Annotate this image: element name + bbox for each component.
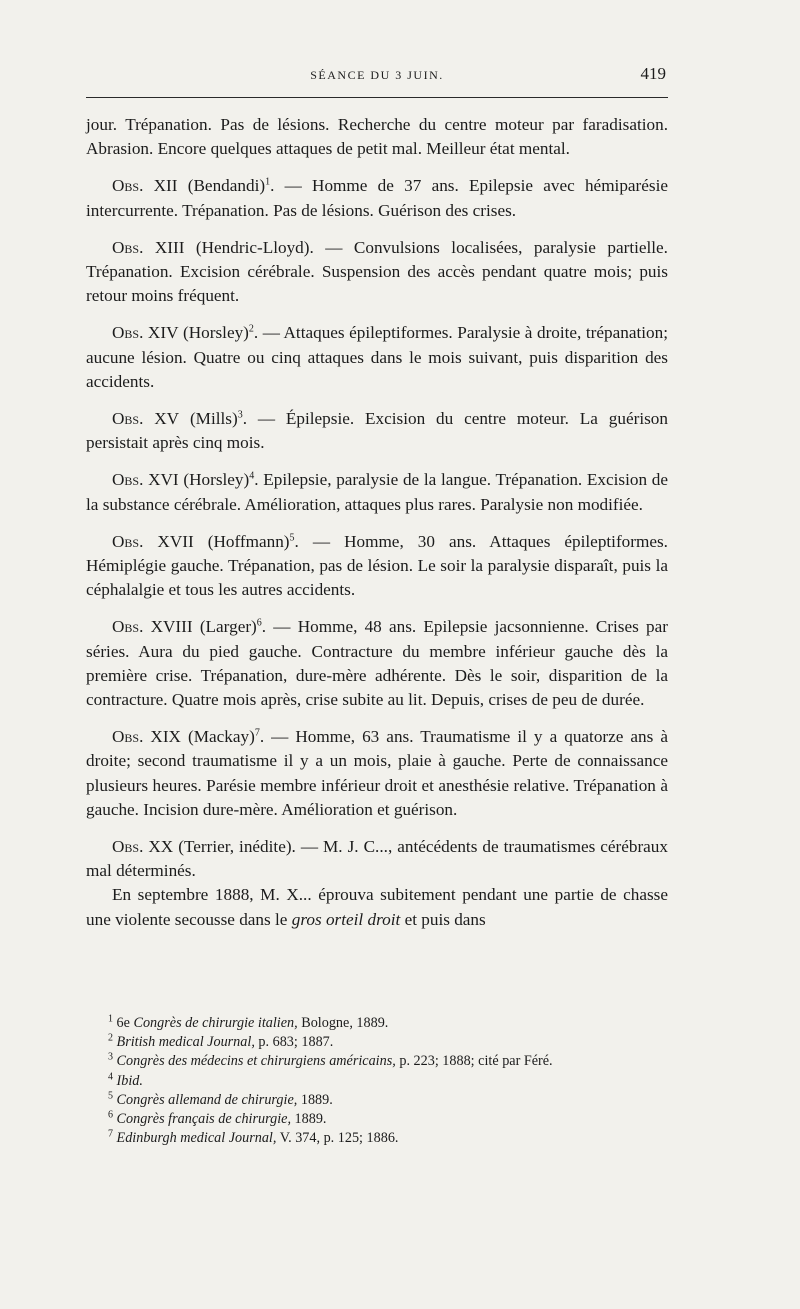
footnote: $^4$ Ibid. — [108, 1070, 143, 1089]
observation-paragraph: Obs. XIII (Hendric-Lloyd). — Convulsions localisées, paralysie partielle. Trépanation. Excision cérébrale. Suspension des accès pendant quatre mois; puis retour moins fréquent. — [86, 237, 668, 306]
observation-paragraph: Obs. XII (Bendandi)$^1$. — Homme de 37 ans. Epilepsie avec hémiparésie intercurrente. Trépanation. Pas de lésions. Guérison des crises. — [86, 176, 668, 220]
footnote: $^3$ Congrès des médecins et chirurgiens américains, p. 223; 1888; cité par Féré. — [108, 1051, 553, 1070]
footnotes — [86, 1014, 668, 1148]
observation-paragraph: Obs. XVI (Horsley)$^4$. Epilepsie, paralysie de la langue. Trépanation. Excision de la substance cérébrale. Amélioration, attaques plus rares. Paralysie non modifiée. — [86, 470, 668, 514]
footnote: $^5$ Congrès allemand de chirurgie, 1889. — [108, 1090, 333, 1108]
page-number: 419 — [640, 64, 666, 83]
observation-paragraph: Obs. XX (Terrier, inédite). — M. J. C..., antécédents de traumatismes cérébraux mal déterminés. — [86, 837, 668, 881]
header-rule — [86, 97, 668, 98]
body-text — [86, 113, 668, 945]
observation-paragraph: Obs. XIX (Mackay)$^7$. — Homme, 63 ans. Traumatisme il y a quatorze ans à droite; second traumatisme il y a un mois, plaie à gauche. Perte de connaissance plusieurs heures. Parésie membre inférieur droit et anesthésie relative. Trépanation à gauche. Incision dure-mère. Amélioration et guérison. — [86, 727, 669, 819]
footnote: $^1$ 6e Congrès de chirurgie italien, Bologne, 1889. — [108, 1013, 389, 1031]
footnote: $^7$ Edinburgh medical Journal, V. 374, p. 125; 1886. — [108, 1128, 399, 1147]
observation-paragraph: Obs. XVIII (Larger)$^6$. — Homme, 48 ans. Epilepsie jacsonnienne. Crises par séries. Aura du pied gauche. Contracture du membre inférieur gauche dès la première crise. Trépanation, dure-mère adhérente. Dès le soir, disparition de la contracture. Quatre mois après, crise subite au lit. Depuis, crises de peu de durée. — [86, 617, 668, 710]
observation-paragraph: Obs. XVII (Hoffmann)$^5$. — Homme, 30 ans. Attaques épileptiformes. Hémiplégie gauche. Trépanation, pas de lésion. Le soir la paralysie disparaît, puis la céphalalgie et tous les autres accidents. — [86, 531, 668, 600]
footnote: $^2$ British medical Journal, p. 683; 1887. — [108, 1032, 334, 1051]
footnote: $^6$ Congrès français de chirurgie, 1889. — [108, 1109, 327, 1128]
observation-paragraph: Obs. XIV (Horsley)$^2$. — Attaques épileptiformes. Paralysie à droite, trépanation; aucune lésion. Quatre ou cinq attaques dans le mois suivant, puis disparition des accidents. — [86, 323, 668, 391]
running-title: SÉANCE DU 3 JUIN. — [310, 68, 444, 82]
paragraph: jour. Trépanation. Pas de lésions. Recherche du centre moteur par faradisation. Abrasion. Encore quelques attaques de petit mal. Meilleur état mental. — [86, 115, 668, 159]
narrative-paragraph: En septembre 1888, M. X... éprouva subitement pendant une partie de chasse une violente secousse dans le gros orteil droit et puis dans — [86, 885, 668, 929]
page-header — [86, 64, 668, 86]
observation-paragraph: Obs. XV (Mills)$^3$. — Épilepsie. Excision du centre moteur. La guérison persistait après cinq mois. — [86, 409, 668, 453]
